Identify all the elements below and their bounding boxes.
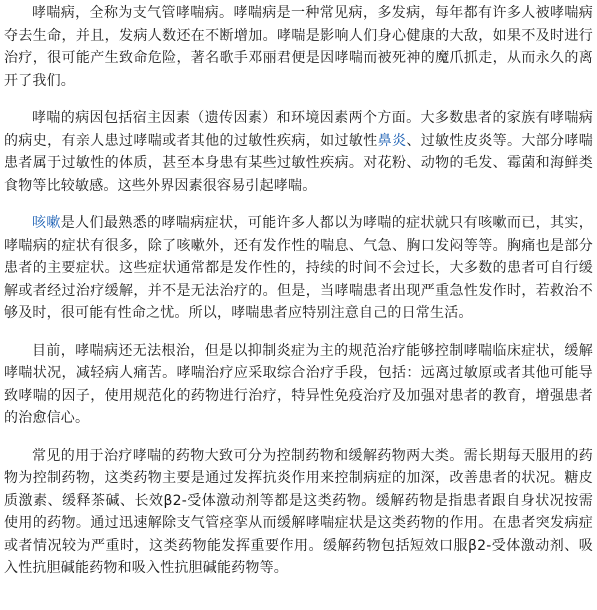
symptoms-text: 是人们最熟悉的哮喘病症状，可能许多人都以为哮喘的症状就只有咳嗽而已，其实，哮喘病的症状有很多，除了咳嗽外，还有发作性的喘息、气急、胸口发闷等等。胸痛也是部分患者的主要症状。这些症状通常都是发作性的，持续的时间不会过长，大多数的患者可自行缓解或者经过治疗缓解，并不是无法治疗的。但是，当哮喘患者出现严重急性发作时，若救治不够及时，很可能有性命之忧。所以，哮喘患者应特别注意自己的日常生活。	[4, 215, 593, 321]
treatment-text: 目前，哮喘病还无法根治，但是以抑制炎症为主的规范治疗能够控制哮喘临床症状，缓解哮喘状况，减轻病人痛苦。哮喘治疗应采取综合治疗手段，包括：远离过敏原或者其他可能导致哮喘的因子，使用规范化的药物进行治疗，特异性免疫治疗及加强对患者的教育，增强患者的治愈信心。	[4, 342, 593, 426]
intro-text: 哮喘病，全称为支气管哮喘病。哮喘病是一种常见病，多发病，每年都有许多人被哮喘病夺去生命，并且，发病人数还在不断增加。哮喘是影响人们身心健康的大敌，如果不及时进行治疗，很可能产生致命危险，著名歌手邓丽君便是因哮喘而被死神的魔爪抓走，从而永久的离开了我们。	[4, 5, 593, 89]
article-body	[0, 2, 597, 580]
paragraph-medication	[4, 445, 593, 580]
cough-link[interactable]: 咳嗽	[32, 215, 61, 231]
paragraph-intro	[4, 2, 593, 92]
paragraph-treatment	[4, 340, 593, 430]
paragraph-causes	[4, 107, 593, 197]
paragraph-symptoms	[4, 212, 593, 325]
rhinitis-link[interactable]: 鼻炎	[377, 132, 407, 149]
causes-text-part-1: 哮喘的病因包括宿主因素（遗传因素）和环境因素两个方面。大多数患者的家族有哮喘病的病史，有亲人患过哮喘或者其他的过敏性疾病，如过敏性	[4, 110, 593, 149]
causes-text-part-2: 、过敏性皮炎等。大部分哮喘患者属于过敏性的体质，甚至本身患有某些过敏性疾病。对花粉、动物的毛发、霉菌和海鲜类食物等比较敏感。这些外界因素很容易引起哮喘。	[4, 132, 593, 194]
medication-text: 常见的用于治疗哮喘的药物大致可分为控制药物和缓解药物两大类。需长期每天服用的药物为控制药物，这类药物主要是通过发挥抗炎作用来控制病症的加深，改善患者的状况。糖皮质激素、缓释茶碱、长效β2-受体激动剂等都是这类药物。缓解药物是指患者跟自身状况按需使用的药物。通过迅速解除支气管痉挛从而缓解哮喘症状是这类药物的作用。在患者突发病症或者情况较为严重时，这类药物能发挥重要作用。缓解药物包括短效口服β2-受体激动剂、吸入性抗胆碱能药物和吸入性抗胆碱能药物等。	[4, 447, 593, 576]
